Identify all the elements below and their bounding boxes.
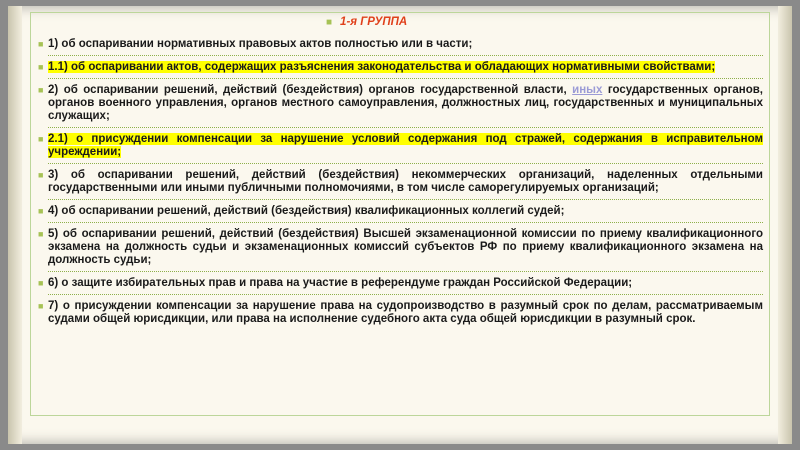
list-item xyxy=(38,277,763,290)
list-item xyxy=(38,38,763,51)
item-text: 4) об оспаривании решений, действий (бездействия) квалификационных коллегий судей; xyxy=(48,205,565,217)
divider xyxy=(48,78,763,80)
item-text: 3) об оспаривании решений, действий (бездействия) некоммерческих организаций, наделенных отдельными государственными или иными публичными полномочиями, в том числе саморегулируемых организаций; xyxy=(48,169,763,194)
left-stripe xyxy=(8,6,22,444)
inline-link[interactable]: иных xyxy=(572,84,603,96)
list-item xyxy=(38,133,763,159)
list-item xyxy=(38,84,763,123)
slide-content xyxy=(38,16,763,330)
item-text: 7) о присуждении компенсации за нарушение права на судопроизводство в разумный срок по делам, рассматриваемым судами общей юрисдикции, или права на исполнение судебного акта суда общей юрисдикции в разумный срок. xyxy=(48,300,763,325)
bullet-icon: ■ xyxy=(38,134,44,144)
divider xyxy=(48,222,763,224)
title-row xyxy=(326,16,763,29)
item-text-highlighted: 2.1) о присуждении компенсации за нарушение условий содержания под стражей, содержания в исправительном учреждении; xyxy=(48,133,763,158)
item-text: 5) об оспаривании решений, действий (бездействия) Высшей экзаменационной комиссии по приему квалификационного экзамена на должность судьи и экзаменационных комиссий субъектов РФ по приему квалификационного экзамена на должность судьи; xyxy=(48,228,763,266)
item-text-after: государственных органов, органов военного управления, органов местного самоуправления, должностных лиц, государственных и муниципальных служащих; xyxy=(48,84,763,122)
bullet-icon: ■ xyxy=(38,301,44,311)
list-item xyxy=(38,169,763,195)
item-text-highlighted: 1.1) об оспаривании актов, содержащих разъяснения законодательства и обладающих нормативными свойствами; xyxy=(48,61,716,73)
divider xyxy=(48,127,763,129)
divider xyxy=(48,271,763,273)
bullet-icon: ■ xyxy=(38,39,44,49)
slide-title: 1-я ГРУППА xyxy=(340,16,408,28)
item-text-before: 2) об оспаривании решений, действий (бездействия) органов государственной власти, xyxy=(48,84,573,96)
list-item xyxy=(38,61,763,74)
bullet-icon: ■ xyxy=(38,206,44,216)
item-text: 6) о защите избирательных прав и права на участие в референдуме граждан Российской Федерации; xyxy=(48,277,633,289)
bullet-icon: ■ xyxy=(38,229,44,239)
bullet-icon: ■ xyxy=(38,62,44,72)
list-item xyxy=(38,205,763,218)
bullet-icon: ■ xyxy=(326,17,333,28)
divider xyxy=(48,199,763,201)
right-stripe xyxy=(778,6,792,444)
list-item xyxy=(38,300,763,326)
item-text: 1) об оспаривании нормативных правовых актов полностью или в части; xyxy=(48,38,473,50)
list-item xyxy=(38,228,763,267)
divider xyxy=(48,55,763,57)
bullet-icon: ■ xyxy=(38,278,44,288)
slide xyxy=(8,6,792,444)
divider xyxy=(48,294,763,296)
divider xyxy=(48,163,763,165)
bullet-icon: ■ xyxy=(38,170,44,180)
bullet-icon: ■ xyxy=(38,85,44,95)
